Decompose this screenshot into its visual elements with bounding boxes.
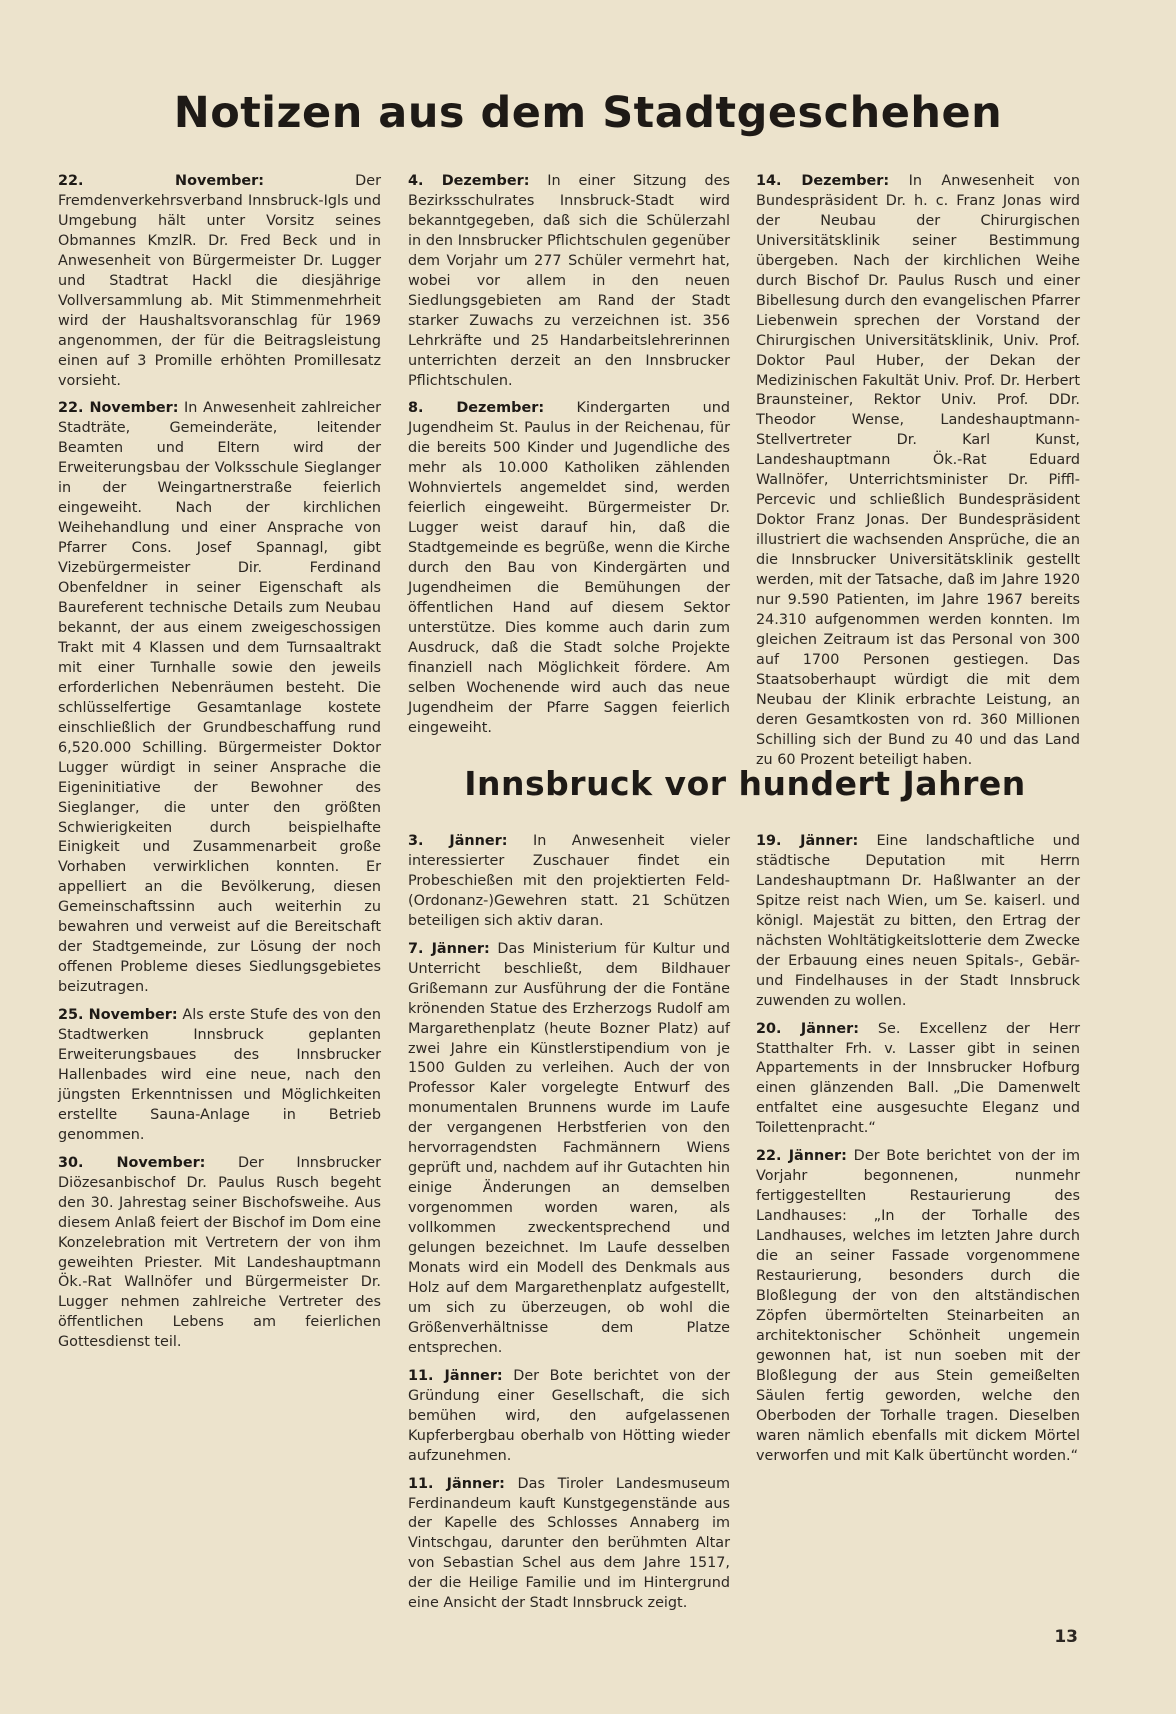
entry-text: Der Bote berichtet von der Gründung einer Gesellschaft, die sich bemühen wird, den aufgelassenen Kupferbergbau oberhalb von Hötting wieder aufzunehmen.	[408, 1367, 730, 1464]
column-4	[408, 832, 730, 1622]
entry	[408, 399, 730, 738]
entry-date: 22. November:	[58, 173, 265, 189]
entry	[756, 832, 1080, 1012]
entry-date: 14. Dezember:	[756, 173, 890, 189]
entry-text: In Anwesenheit zahlreicher Stadträte, Gemeinderäte, leitender Beamten und Eltern wird der Erweiterungsbau der Volksschule Sieglanger in der Weingartnerstraße feierlich eingeweiht. Nach der kirchlichen Weihehandlung und einer Ansprache von Pfarrer Cons. Josef Spannagl, gibt Vizebürgermeister Dir. Ferdinand Obenfeldner in seiner Eigenschaft als Baureferent technische Details zum Neubau bekannt, der aus einem zweigeschossigen Trakt mit 4 Klassen und dem Turnsaaltrakt mit einer Turnhalle sowie den jeweils erforderlichen Nebenräumen besteht. Die schlüsselfertige Gesamtanlage kostete einschließlich der Grundbeschaffung rund 6,520.000 Schilling. Bürgermeister Doktor Lugger würdigt in seiner Ansprache die Eigeninitiative der Bewohner des Sieglanger, die unter den größten Schwierigkeiten durch beispielhafte Einigkeit und Zusammenarbeit große Vorhaben verwirklichen konnten. Er appelliert an die Bevölkerung, diesen Gemeinschaftssinn auch weiterhin zu bewahren und verweist auf die Bereitschaft der Stadtgemeinde, zur Lösung der noch offenen Probleme dieses Siedlungsgebietes beizutragen.	[58, 400, 381, 996]
entry-date: 19. Jänner:	[756, 833, 859, 849]
entry-date: 20. Jänner:	[756, 1020, 860, 1037]
entry-text: Der Fremdenverkehrsverband Innsbruck-Igls und Umgebung hält unter Vorsitz seines Obmannes KmzlR. Dr. Fred Beck und in Anwesenheit von Bürgermeister Dr. Lugger und Stadtrat Hackl die diesjährige Vollversammlung ab. Mit Stimmenmehrheit wird der Haushaltsvoranschlag für 1969 angenommen, der für die Beitragsleistung einen auf 3 Promille erhöhten Promillesatz vorsieht.	[58, 173, 381, 389]
entry-date: 4. Dezember:	[408, 173, 530, 189]
column-5	[756, 832, 1080, 1475]
entry-date: 22. November:	[58, 400, 179, 417]
entry-date: 7. Jänner:	[408, 940, 490, 957]
entry-text: Das Ministerium für Kultur und Unterricht beschließt, dem Bildhauer Grißemann zur Ausführung der die Fontäne krönenden Statue des Erzherzogs Rudolf am Margarethenplatz (heute Bozner Platz) auf zwei Jahre ein Künstlerstipendium von je 1500 Gulden zu verleihen. Auch der von Professor Kaler vorgelegte Entwurf des monumentalen Brunnens wurde im Laufe der vergangenen Herbstferien von den hervorragendsten Fachmännern Wiens geprüft und, nachdem auf ihr Gutachten hin einige Änderungen an demselben vorgenommen worden waren, als vollkommen zweckentsprechend und gelungen bezeichnet. Im Laufe desselben Monats wird ein Modell des Denkmals aus Holz auf dem Margarethenplatz aufgestellt, um sich zu überzeugen, ob wohl die Größenverhältnisse dem Platze entsprechen.	[408, 940, 730, 1356]
column-1	[58, 172, 381, 1361]
entry-date: 30. November:	[58, 1154, 206, 1171]
entry-text: Der Bote berichtet von der im Vorjahr begonnenen, nunmehr fertiggestellten Restaurierung des Landhauses: „In der Torhalle des Landhauses, welches im letzten Jahre durch die an seiner Fassade vorgenommene Restaurierung, besonders durch die Bloßlegung der von den altständischen Zöpfen übermörtelten Steinarbeiten an architektonischer Schönheit ungemein gewonnen hat, ist nun soeben mit der Bloßlegung der aus Stein gemeißelten Säulen fertig geworden, welche den Oberboden der Torhalle tragen. Dieselben waren nämlich ebenfalls mit dickem Mörtel verworfen und mit Kalk übertüncht worden.“	[756, 1148, 1080, 1464]
entry	[408, 172, 730, 391]
entry	[408, 1367, 730, 1467]
entry-date: 22. Jänner:	[756, 1148, 847, 1165]
entry	[408, 832, 730, 932]
entry-date: 25. November:	[58, 1007, 178, 1024]
entry-text: Eine landschaftliche und städtische Deputation mit Herrn Landeshauptmann Dr. Haßlwanter an der Spitze reist nach Wien, um Se. kaiserl. und königl. Majestät zu bitten, den Ertrag der nächsten Wohltätigkeitslotterie dem Zwecke der Erbauung eines neuen Spitals-, Gebär- und Findelhauses in der Stadt Innsbruck zuwenden zu wollen.	[756, 833, 1080, 1009]
entry	[58, 1154, 381, 1354]
entry-text: Kindergarten und Jugendheim St. Paulus in der Reichenau, für die bereits 500 Kinder und Jugendliche des mehr als 10.000 Katholiken zählenden Wohnviertels angemeldet sind, werden feierlich eingeweiht. Bürgermeister Dr. Lugger weist darauf hin, daß die Stadtgemeinde es begrüße, wenn die Kirche durch den Bau von Kindergärten und Jugendheimen die Bemühungen der öffentlichen Hand auf diesem Sektor unterstütze. Dies komme auch darin zum Ausdruck, daß die Stadt solche Projekte finanziell nach Möglichkeit fördere. Am selben Wochenende wird auch das neue Jugendheim der Pfarre Saggen feierlich eingeweiht.	[408, 400, 730, 736]
entry-text: In Anwesenheit von Bundespräsident Dr. h. c. Franz Jonas wird der Neubau der Chirurgischen Universitätsklinik seiner Bestimmung übergeben. Nach der kirchlichen Weihe durch Bischof Dr. Paulus Rusch und einer Bibellesung durch den evangelischen Pfarrer Liebenwein sprechen der Vorstand der Chirurgischen Universitätsklinik, Univ. Prof. Doktor Paul Huber, der Dekan der Medizinischen Fakultät Univ. Prof. Dr. Herbert Braunsteiner, Rektor Univ. Prof. DDr. Theodor Wense, Landeshauptmann-Stellvertreter Dr. Karl Kunst, Landeshauptmann Ök.-Rat Eduard Wallnöfer, Unterrichtsminister Dr. Piffl-Percevic und schließlich Bundespräsident Doktor Franz Jonas. Der Bundespräsident illustriert die wachsenden Ansprüche, die an die Innsbrucker Universitätsklinik gestellt werden, mit der Tatsache, daß im Jahre 1920 nur 9.590 Patienten, im Jahre 1967 bereits 24.310 aufgenommen werden konnten. Im gleichen Zeitraum ist das Personal von 300 auf 1700 Personen gestiegen. Das Staatsoberhaupt würdigt die mit dem Neubau der Klinik erbrachte Leistung, an deren Gesamtkosten von rd. 360 Millionen Schilling sich der Bund zu 40 und das Land zu 60 Prozent beteiligt haben.	[756, 173, 1080, 768]
entry	[58, 1006, 381, 1146]
entry-text: In Anwesenheit vieler interessierter Zuschauer findet ein Probeschießen mit den projektierten Feld-(Ordonanz-)Gewehren statt. 21 Schützen beteiligen sich aktiv daran.	[408, 833, 730, 929]
entry	[408, 1475, 730, 1615]
entry-date: 3. Jänner:	[408, 833, 508, 849]
entry-date: 8. Dezember:	[408, 400, 545, 417]
page-number: 13	[1054, 1627, 1078, 1647]
entry-date: 11. Jänner:	[408, 1475, 505, 1492]
entry	[756, 172, 1080, 771]
entry-text: Se. Excellenz der Herr Statthalter Frh. v. Lasser gibt in seinen Appartements in der Innsbrucker Hofburg einen glänzenden Ball. „Die Damenwelt entfaltet eine ausgesuchte Eleganz und Toilettenpracht.“	[756, 1020, 1081, 1137]
entry	[408, 940, 730, 1359]
entry	[58, 399, 381, 998]
entry-date: 11. Jänner:	[408, 1367, 503, 1384]
entry	[756, 1020, 1080, 1140]
entry-text: Der Innsbrucker Diözesanbischof Dr. Paulus Rusch begeht den 30. Jahrestag seiner Bischofsweihe. Aus diesem Anlaß feiert der Bischof im Dom eine Konzelebration mit Vertretern der von ihm geweihten Priester. Mit Landeshauptmann Ök.-Rat Wallnöfer und Bürgermeister Dr. Lugger nehmen zahlreiche Vertreter des öffentlichen Lebens am feierlichen Gottesdienst teil.	[58, 1154, 381, 1351]
entry-text: In einer Sitzung des Bezirksschulrates Innsbruck-Stadt wird bekanntgegeben, daß sich die Schülerzahl in den Innsbrucker Pflichtschulen gegenüber dem Vorjahr um 277 Schüler vermehrt hat, wobei vor allem in den neuen Siedlungsgebieten am Rand der Stadt starker Zuwachs zu verzeichnen ist. 356 Lehrkräfte und 25 Handarbeitslehrerinnen unterrichten derzeit an den Innsbrucker Pflichtschulen.	[408, 173, 730, 389]
entry	[58, 172, 381, 391]
page-title: Notizen aus dem Stadtgeschehen	[173, 88, 1003, 138]
section-title: Innsbruck vor hundert Jahren	[464, 764, 1026, 803]
entry-text: Als erste Stufe des von den Stadtwerken Innsbruck geplanten Erweiterungsbaues des Innsbrucker Hallenbades wird eine neue, nach den jüngsten Erkenntnissen und Möglichkeiten erstellte Sauna-Anlage in Betrieb genommen.	[58, 1007, 381, 1143]
entry-text: Das Tiroler Landesmuseum Ferdinandeum kauft Kunstgegenstände aus der Kapelle des Schlosses Annaberg im Vintschgau, darunter den berühmten Altar von Sebastian Schel aus dem Jahre 1517, der die Heilige Familie und im Hintergrund eine Ansicht der Stadt Innsbruck zeigt.	[408, 1475, 730, 1612]
column-2	[408, 172, 730, 747]
entry	[756, 1147, 1080, 1466]
column-3	[756, 172, 1080, 779]
